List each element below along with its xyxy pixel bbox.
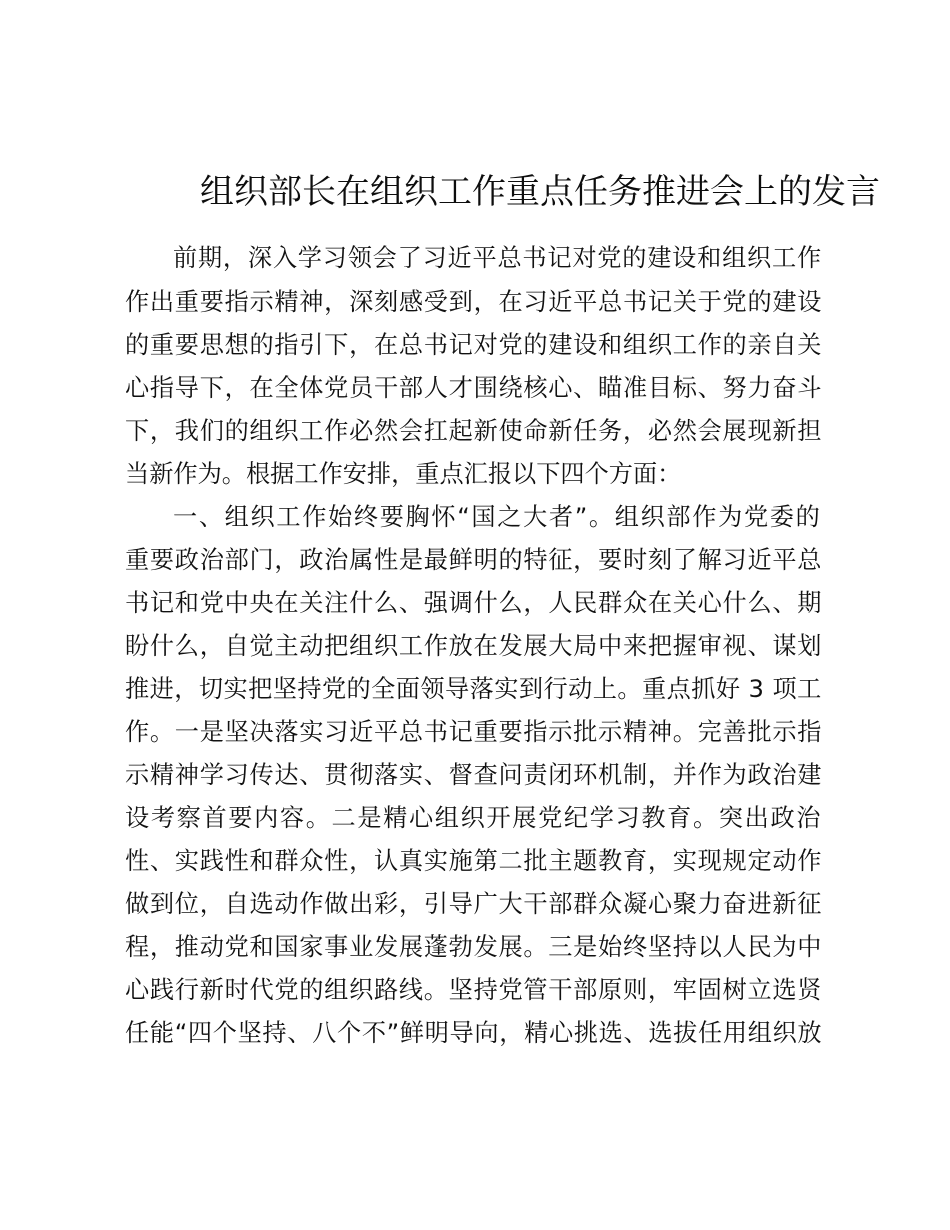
paragraph-line: 前期，深入学习领会了习近平总书记对党的建设和组织工作 bbox=[173, 244, 822, 272]
paragraph-line: 设考察首要内容。二是精心组织开展党纪学习教育。突出政治 bbox=[125, 804, 823, 832]
paragraph-line: 心指导下，在全体党员干部人才围绕核心、瞄准目标、努力奋斗 bbox=[125, 374, 823, 402]
paragraph-line: 程，推动党和国家事业发展蓬勃发展。三是始终坚持以人民为中 bbox=[125, 933, 823, 961]
paragraph-line: 作。一是坚决落实习近平总书记重要指示批示精神。完善批示指 bbox=[125, 718, 823, 746]
paragraph-line: 示精神学习传达、贯彻落实、督查问责闭环机制，并作为政治建 bbox=[125, 761, 823, 789]
paragraph-line: 的重要思想的指引下，在总书记对党的建设和组织工作的亲自关 bbox=[125, 331, 823, 359]
paragraph-line: 推进，切实把坚持党的全面领导落实到行动上。重点抓好 3 项工 bbox=[125, 675, 822, 703]
paragraph-line: 重要政治部门，政治属性是最鲜明的特征，要时刻了解习近平总 bbox=[125, 546, 823, 574]
paragraph-line: 做到位，自选动作做出彩，引导广大干部群众凝心聚力奋进新征 bbox=[125, 890, 823, 918]
paragraph-line: 性、实践性和群众性，认真实施第二批主题教育，实现规定动作 bbox=[125, 847, 823, 875]
paragraph-line: 下，我们的组织工作必然会扛起新使命新任务，必然会展现新担 bbox=[125, 417, 823, 445]
paragraph-line: 当新作为。根据工作安排，重点汇报以下四个方面： bbox=[125, 460, 682, 488]
paragraph-line: 书记和党中央在关注什么、强调什么，人民群众在关心什么、期 bbox=[125, 589, 823, 617]
paragraph-line: 一、组织工作始终要胸怀“国之大者”。组织部作为党委的 bbox=[173, 503, 822, 531]
paragraph-line: 任能“四个坚持、八个不”鲜明导向，精心挑选、选拔任用组织放 bbox=[125, 1019, 823, 1047]
paragraph-line: 作出重要指示精神，深刻感受到，在习近平总书记关于党的建设 bbox=[125, 288, 823, 316]
document-title: 组织部长在组织工作重点任务推进会上的发言 bbox=[200, 172, 880, 212]
paragraph-line: 心践行新时代党的组织路线。坚持党管干部原则，牢固树立选贤 bbox=[125, 976, 823, 1004]
paragraph-line: 盼什么，自觉主动把组织工作放在发展大局中来把握审视、谋划 bbox=[125, 632, 823, 660]
